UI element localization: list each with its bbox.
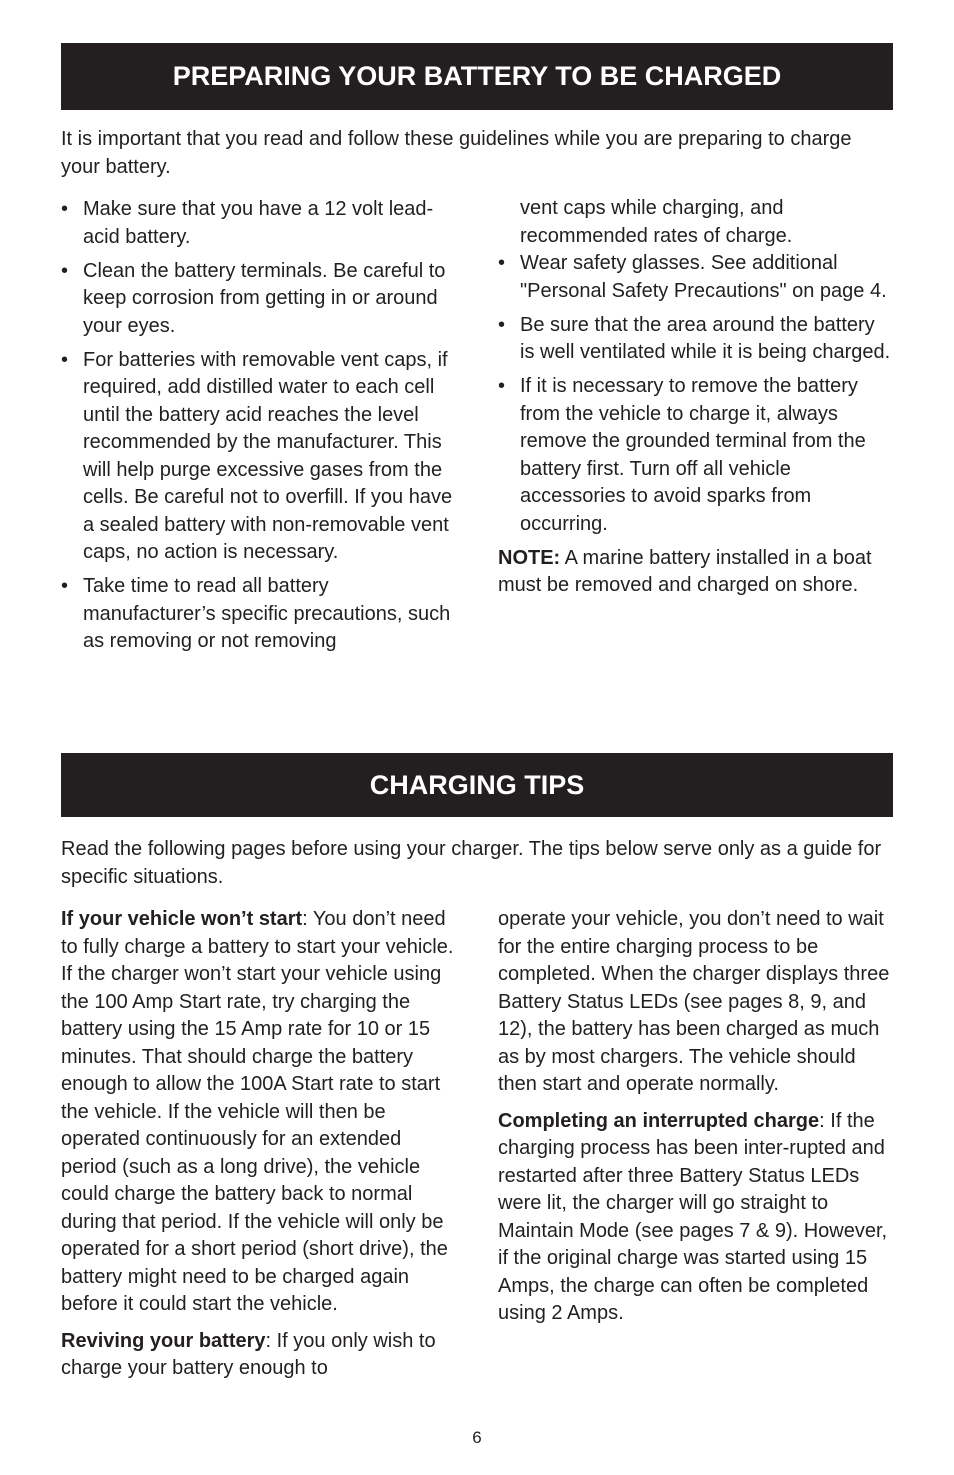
- page-number: 6: [472, 1428, 482, 1447]
- tip-vehicle-wont-start: [61, 906, 457, 1319]
- section1-left-column: [61, 196, 461, 662]
- section-heading-charging-tips: CHARGING TIPS: [61, 753, 893, 817]
- section-heading-preparing: PREPARING YOUR BATTERY TO BE CHARGED: [61, 43, 893, 110]
- tip-continuation: operate your vehicle, you don’t need to wait for the entire charging process to be completed. When the charger displays three Battery Status LEDs (see pages 8, 9, and 12), the battery has been charged as much as by most chargers. The vehicle should then start and operate normally.: [498, 908, 890, 1095]
- list-item: • Be sure that the area around the battery is well ventilated while it is being charged.: [498, 312, 894, 367]
- tip-interrupted-charge: [498, 1108, 896, 1328]
- list-item: • If it is necessary to remove the battery from the vehicle to charge it, always remove the grounded terminal from the battery first. Turn off all vehicle accessories to avoid sparks from occurring.: [498, 373, 894, 538]
- tip-reviving-battery: [61, 1328, 457, 1383]
- list-item: • Take time to read all battery manufacturer’s specific precautions, such as removing or not removing: [61, 573, 461, 656]
- tip-text: : If you only wish to charge your battery enough to: [61, 1329, 436, 1379]
- list-item: • Wear safety glasses. See additional "Personal Safety Precautions" on page 4.: [498, 250, 894, 305]
- section2-right-column: [498, 906, 896, 1337]
- tip-label: Completing an interrupted charge: [498, 1109, 820, 1132]
- note-label: NOTE:: [498, 546, 561, 569]
- tip-text: : You don’t need to fully charge a battery to start your vehicle. If the charger won’t start your vehicle using the 100 Amp Start rate, try charging the battery using the 15 Amp rate for 10 or 15 minutes. That should charge the battery enough to allow the 100A Start rate to start the vehicle. If the vehicle will then be operated continuously for an extended period (such as a long drive), the vehicle could charge the battery back to normal during that period. If the vehicle will only be operated for a short period (short drive), the battery might need to be charged again before it could start the vehicle.: [61, 908, 454, 1315]
- list-item-continuation: vent caps while charging, and recommended rates of charge.: [520, 197, 793, 247]
- tip-text: : If the charging process has been inter-rupted and restarted after three Battery Status LEDs were lit, the charger will go straight to Maintain Mode (see pages 7 & 9). However, if the original charge was started using 15 Amps, the charge can often be completed using 2 Amps.: [498, 1109, 888, 1324]
- section1-right-column: [498, 195, 894, 600]
- note-paragraph: [498, 545, 894, 600]
- tip-label: If your vehicle won’t start: [61, 908, 303, 930]
- tip-label: Reviving your battery: [61, 1329, 266, 1352]
- section1-intro: It is important that you read and follow these guidelines while you are preparing to charge your battery.: [61, 128, 852, 178]
- section2-intro: Read the following pages before using your charger. The tips below serve only as a guide for specific situations.: [61, 838, 882, 888]
- left-bullet-list: [61, 196, 461, 656]
- section2-left-column: [61, 906, 457, 1392]
- note-text: A marine battery installed in a boat must be removed and charged on shore.: [498, 546, 872, 596]
- right-bullet-list: [498, 250, 894, 538]
- list-item: • Make sure that you have a 12 volt lead-acid battery.: [61, 196, 461, 251]
- list-item: • For batteries with removable vent caps, if required, add distilled water to each cell until the battery acid reaches the level recommended by the manufacturer. This will help purge excessive gases from the cells. Be careful not to overfill. If you have a sealed battery with non-removable vent caps, no action is necessary.: [61, 347, 461, 567]
- list-item: • Clean the battery terminals. Be careful to keep corrosion from getting in or around your eyes.: [61, 258, 461, 341]
